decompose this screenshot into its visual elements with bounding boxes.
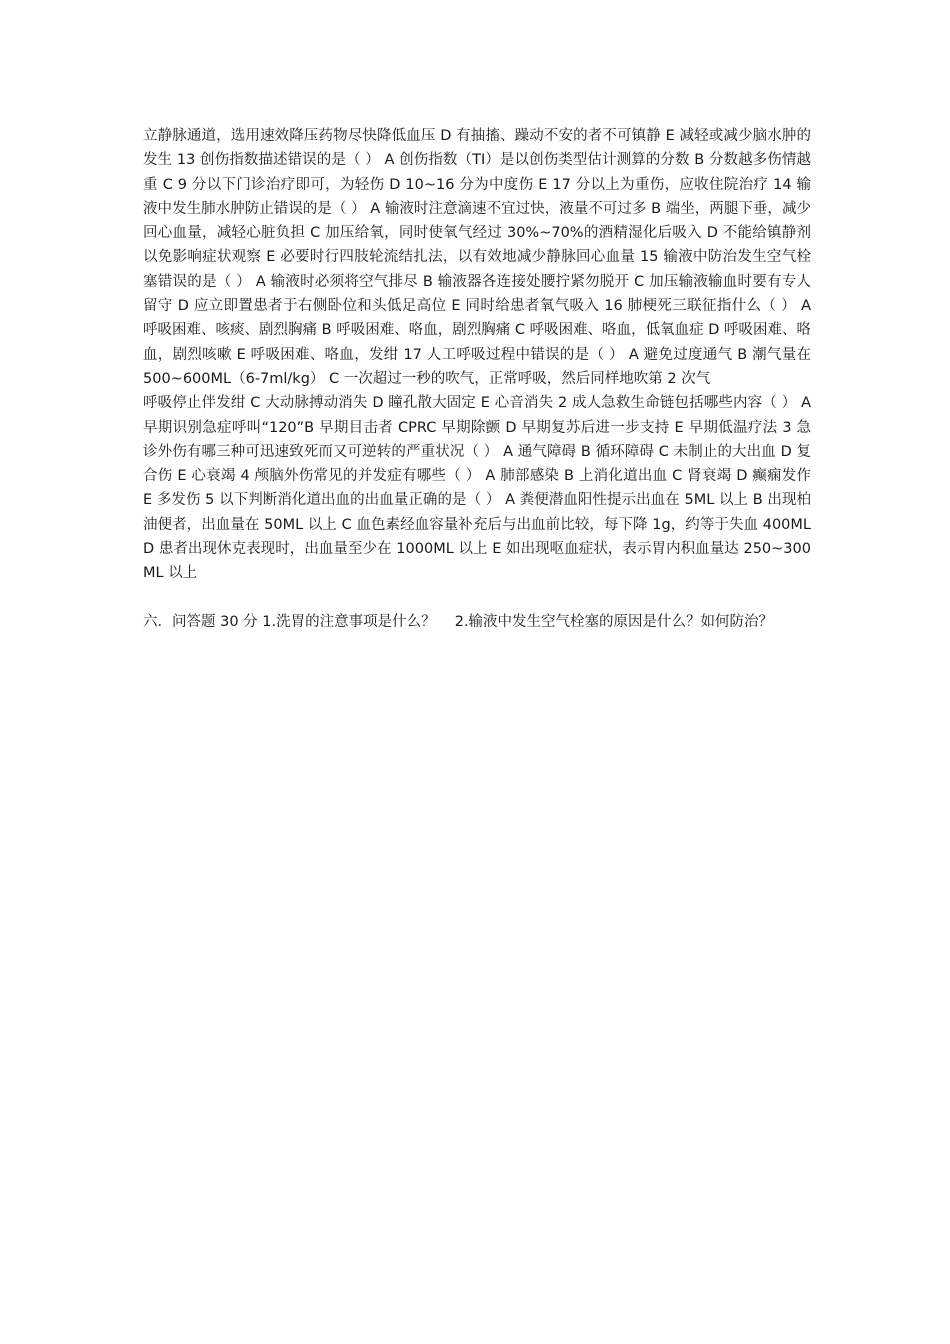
paragraph-questions-13-17: 立静脉通道，选用速效降压药物尽快降低血压 D 有抽搐、躁动不安的者不可镇静 E 减轻或减少脑水肿的发生 13 创伤指数描述错误的是（ ） A 创伤指数（TI）是以创伤类型估计测算的分数 B 分数越多伤情越重 C 9 分以下门诊治疗即可，为轻伤 D 10~16 分为中度伤 E 17 分以上为重伤，应收住院治疗 14 输液中发生肺水肿防止错误的是（ ） A 输液时注意滴速不宜过快，液量不可过多 B 端坐，两腿下垂，减少回心血量，减轻心脏负担 C 加压给氧，同时使氧气经过 30%~70%的酒精湿化后吸入 D 不能给镇静剂以免影响症状观察 E 必要时行四肢轮流结扎法，以有效地减少静脉回心血量 15 输液中防治发生空气栓塞错误的是（ ） A 输液时必须将空气排尽 B 输液器各连接处腰拧紧勿脱开 C 加压输液输血时要有专人留守 D 应立即置患者于右侧卧位和头低足高位 E 同时给患者氧气吸入 16 肺梗死三联征指什么（ ） A 呼吸困难、咳痰、剧烈胸痛 B 呼吸困难、咯血，剧烈胸痛 C 呼吸困难、咯血，低氧血症 D 呼吸困难、咯血，剧烈咳嗽 E 呼吸困难、咯血，发绀 17 人工呼吸过程中错误的是（ ） A 避免过度通气 B 潮气量在 500~600ML（6-7ml/kg） C 一次超过一秒的吹气，正常呼吸，然后同样地吹第 2 次气 <box>143 128 811 387</box>
paragraph-short-answer: 六．问答题 30 分 1.洗胃的注意事项是什么？ 2.输液中发生空气栓塞的原因是什么？如何防治？ <box>143 613 774 630</box>
document-body <box>143 124 811 634</box>
paragraph-spacer <box>143 586 811 610</box>
paragraph-multiple-choice: 呼吸停止伴发绀 C 大动脉搏动消失 D 瞳孔散大固定 E 心音消失 2 成人急救生命链包括哪些内容（ ） A 早期识别急症呼叫“120”B 早期目击者 CPRC 早期除颤 D 早期复苏后进一步支持 E 早期低温疗法 3 急诊外伤有哪三种可迅速致死而又可逆转的严重状况（ ） A 通气障碍 B 循环障碍 C 未制止的大出血 D 复合伤 E 心衰竭 4 颅脑外伤常见的并发症有哪些（ ） A 肺部感染 B 上消化道出血 C 肾衰竭 D 癫痫发作 E 多发伤 5 以下判断消化道出血的出血量正确的是（ ） A 粪便潜血阳性提示出血在 5ML 以上 B 出现柏油便者，出血量在 50ML 以上 C 血色素经血容量补充后与出血前比较，每下降 1g，约等于失血 400MLD 患者出现休克表现时，出血量至少在 1000ML 以上 E 如出现呕血症状，表示胃内积血量达 250~300ML 以上 <box>143 395 811 582</box>
